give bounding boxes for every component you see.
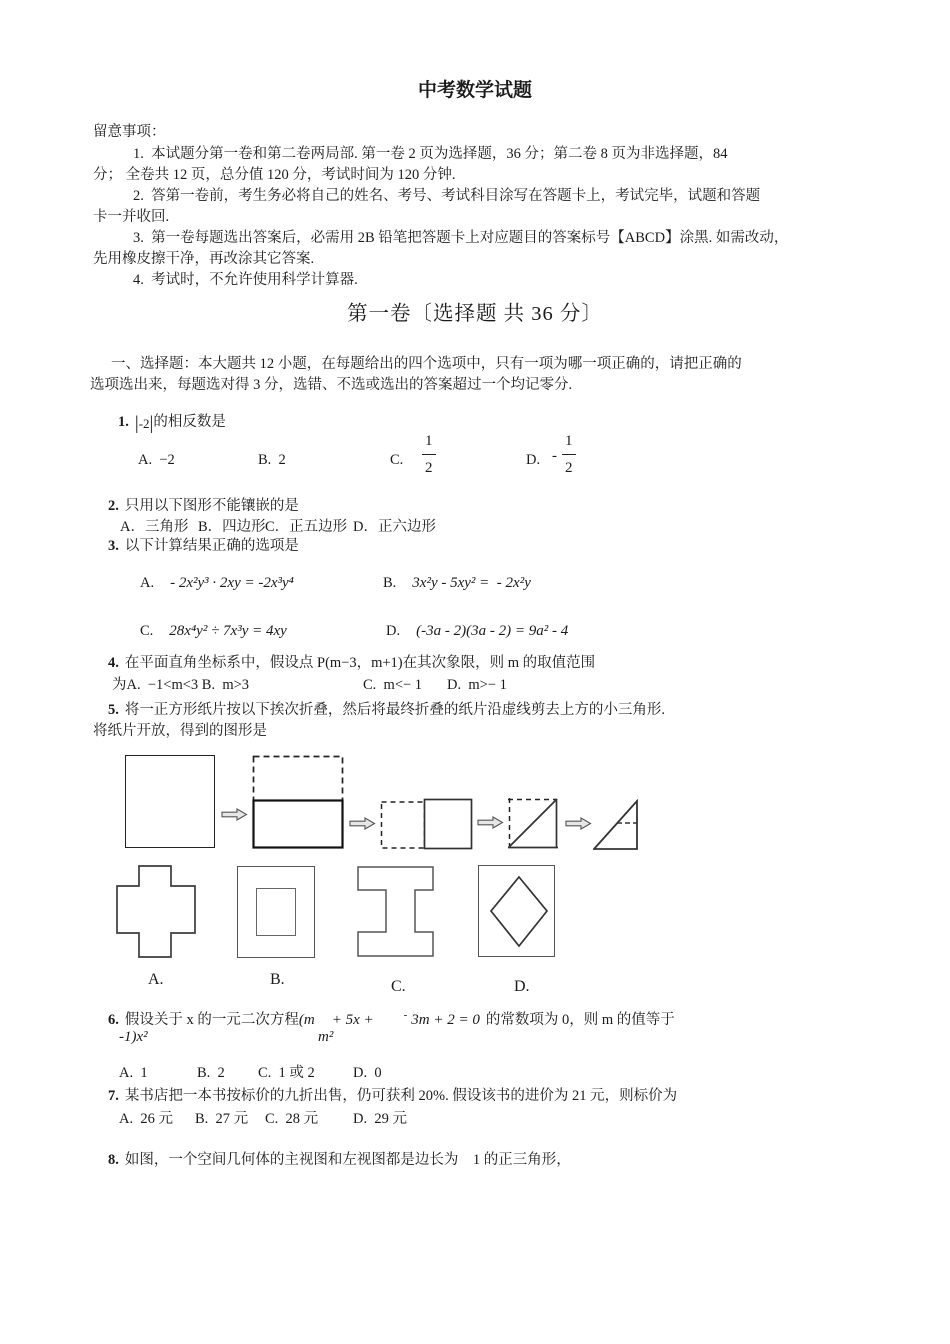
figure-label-c: C. xyxy=(391,978,406,995)
fraction-denominator: 2 xyxy=(562,454,576,477)
fraction-numerator: 1 xyxy=(565,433,573,449)
q6-option-b: B. 2 xyxy=(197,1065,225,1081)
q6-math-part2-bottom: m² xyxy=(318,1029,334,1045)
exam-title: 中考数学试题 xyxy=(417,80,532,101)
notice-line-5: 3. 第一卷每题选出答案后，必需用 2B 铅笔把答题卡上对应题目的答案标号【ABCD】涂黑. 如需改动， xyxy=(133,230,789,246)
q1-option-d-minus: - xyxy=(552,448,557,464)
q6-stem-tail: 的常数项为 0，则 m 的值等于 xyxy=(485,1012,675,1028)
notice-line-6: 先用橡皮擦干净，再改涂其它答案. xyxy=(93,251,315,267)
q1-option-a: A. −2 xyxy=(138,452,175,468)
option-figure-d-diamond-in-square xyxy=(478,865,555,957)
question-1-stem xyxy=(118,413,226,433)
notice-heading: 留意事项： xyxy=(93,124,166,140)
figure-label-a: A. xyxy=(148,971,164,988)
q2-number: 2. xyxy=(108,498,119,514)
q8-number: 8. xyxy=(108,1152,119,1168)
question-3-stem xyxy=(108,537,299,555)
q3-option-d-formula: (-3a - 2)(3a - 2) = 9a² - 4 xyxy=(416,623,569,639)
intro-line-1: 一、选择题：本大题共 12 小题，在每题给出的四个选项中，只有一项为哪一项正确的，请把正确的 xyxy=(111,356,742,372)
q5-stem-text: 将一正方形纸片按以下挨次折叠，然后将最终折叠的纸片沿虚线剪去上方的小三角形. xyxy=(124,702,665,718)
q2-option-b: B．四边形 xyxy=(198,519,266,535)
q7-number: 7. xyxy=(108,1088,119,1104)
q6-option-c: C. 1 或 2 xyxy=(258,1065,315,1081)
fold-step-4-diagonal-fold xyxy=(508,798,558,849)
notice-line-2: 分； 全卷共 12 页，总分值 120 分，考试时间为 120 分钟. xyxy=(93,167,456,183)
q3-option-c-label: C. xyxy=(140,623,154,639)
q3-option-a xyxy=(140,574,294,592)
notice-line-7: 4. 考试时，不允许使用科学计算器. xyxy=(133,272,358,288)
q2-option-a: A．三角形 xyxy=(120,519,189,535)
q2-option-c: C．正五边形 xyxy=(265,519,348,535)
question-8-stem xyxy=(108,1151,571,1169)
q7-option-a: A. 26 元 xyxy=(119,1111,173,1127)
fold-step-2-half-fold xyxy=(252,755,345,850)
q8-stem-text: 如图，一个空间几何体的主视图和左视图都是边长为 1 的正三角形， xyxy=(124,1152,571,1168)
q3-option-d xyxy=(386,622,568,640)
q2-stem-text: 只用以下图形不能镶嵌的是 xyxy=(124,498,299,514)
question-6-stem xyxy=(108,1006,675,1029)
q4-option-c: C. m<− 1 xyxy=(363,677,423,693)
fold-step-1-square xyxy=(125,755,215,848)
q7-option-c: C. 28 元 xyxy=(265,1111,319,1127)
q6-number: 6. xyxy=(108,1012,119,1028)
arrow-right-icon xyxy=(349,817,376,830)
question-7-stem xyxy=(108,1087,677,1105)
q1-option-c-label: C. xyxy=(390,452,404,468)
arrow-right-icon xyxy=(565,817,592,830)
q6-superscript-minus: - xyxy=(403,1009,408,1021)
q3-option-d-label: D. xyxy=(386,623,401,639)
q2-option-d: D．正六边形 xyxy=(353,519,436,535)
q4-option-d: D. m>− 1 xyxy=(447,677,507,693)
option-figure-c-ibeam xyxy=(357,866,434,957)
q4-stem-text: 在平面直角坐标系中，假设点 P(m−3，m+1)在其次象限，则 m 的取值范围 xyxy=(124,655,596,671)
q3-option-b-formula: 3x²y - 5xy² = - 2x²y xyxy=(412,575,531,591)
fraction-denominator: 2 xyxy=(422,454,436,477)
fold-step-5-triangle-cut xyxy=(593,799,639,851)
q7-option-b: B. 27 元 xyxy=(195,1111,249,1127)
q5-number: 5. xyxy=(108,702,119,718)
inner-square xyxy=(256,888,296,936)
q1-abs-bar-left: | xyxy=(134,413,139,434)
q6-math-part2-top: + 5x + xyxy=(331,1012,374,1028)
q3-option-b-label: B. xyxy=(383,575,397,591)
q3-option-c-formula: 28x⁴y² ÷ 7x³y = 4xy xyxy=(169,623,287,639)
q7-stem-text: 某书店把一本书按标价的九折出售，仍可获利 20%. 假设该书的进价为 21 元，则标价为 xyxy=(124,1088,678,1104)
q3-option-b xyxy=(383,574,531,592)
q1-option-d-fraction xyxy=(562,433,576,477)
q3-number: 3. xyxy=(108,538,119,554)
option-figure-b-square-in-square xyxy=(237,866,315,958)
q6-stem-text: 假设关于 x 的一元二次方程 xyxy=(124,1012,299,1028)
q4-options-ab: 为A. −1<m<3 B. m>3 xyxy=(112,677,250,693)
question-2-stem xyxy=(108,497,299,515)
q7-option-d: D. 29 元 xyxy=(353,1111,407,1127)
question-4-stem xyxy=(108,654,595,672)
arrow-right-icon xyxy=(477,816,504,829)
section1-heading: 第一卷〔选择题 共 36 分〕 xyxy=(347,303,603,325)
q3-option-a-label: A. xyxy=(140,575,155,591)
figure-label-b: B. xyxy=(270,971,285,988)
figure-label-d: D. xyxy=(514,978,530,995)
q3-stem-text: 以下计算结果正确的选项是 xyxy=(124,538,299,554)
q1-option-b: B. 2 xyxy=(258,452,286,468)
q6-option-d: D. 0 xyxy=(353,1065,382,1081)
q1-option-c-fraction xyxy=(422,433,436,477)
arrow-right-icon xyxy=(221,808,248,821)
q6-math-part3: 3m + 2 = 0 xyxy=(411,1012,480,1028)
q4-number: 4. xyxy=(108,655,119,671)
q1-number: 1. xyxy=(118,414,129,430)
q6-math-part1-top: (m xyxy=(298,1012,315,1028)
diamond-shape xyxy=(479,866,556,958)
q5-stem-line2: 将纸片开放，得到的图形是 xyxy=(93,723,267,739)
q3-option-c xyxy=(140,622,287,640)
question-5-stem xyxy=(108,701,665,719)
q1-abs-bar-right: | xyxy=(149,413,154,434)
q6-math-part1-bottom: -1)x² xyxy=(119,1029,148,1045)
q1-abs-value: -2 xyxy=(138,416,150,431)
intro-line-2: 选项选出来，每题选对得 3 分，选错、不选或选出的答案超过一个均记零分. xyxy=(90,377,573,393)
q6-option-a: A. 1 xyxy=(119,1065,148,1081)
option-figure-a-cross xyxy=(116,865,196,958)
notice-line-1: 1. 本试题分第一卷和第二卷两局部. 第一卷 2 页为选择题，36 分；第二卷 8 页为非选择题，84 xyxy=(133,146,728,162)
fold-step-3-quarter-fold xyxy=(380,798,474,851)
notice-line-3: 2. 答第一卷前，考生务必将自己的姓名、考号、考试科目涂写在答题卡上，考试完毕，试题和答题 xyxy=(133,188,761,204)
q3-option-a-formula: - 2x²y³ · 2xy = -2x³y⁴ xyxy=(170,575,294,591)
notice-line-4: 卡一并收回. xyxy=(93,209,170,225)
q1-option-d-label: D. xyxy=(526,452,541,468)
fraction-numerator: 1 xyxy=(425,433,433,449)
q1-stem-suffix: 的相反数是 xyxy=(153,414,226,430)
